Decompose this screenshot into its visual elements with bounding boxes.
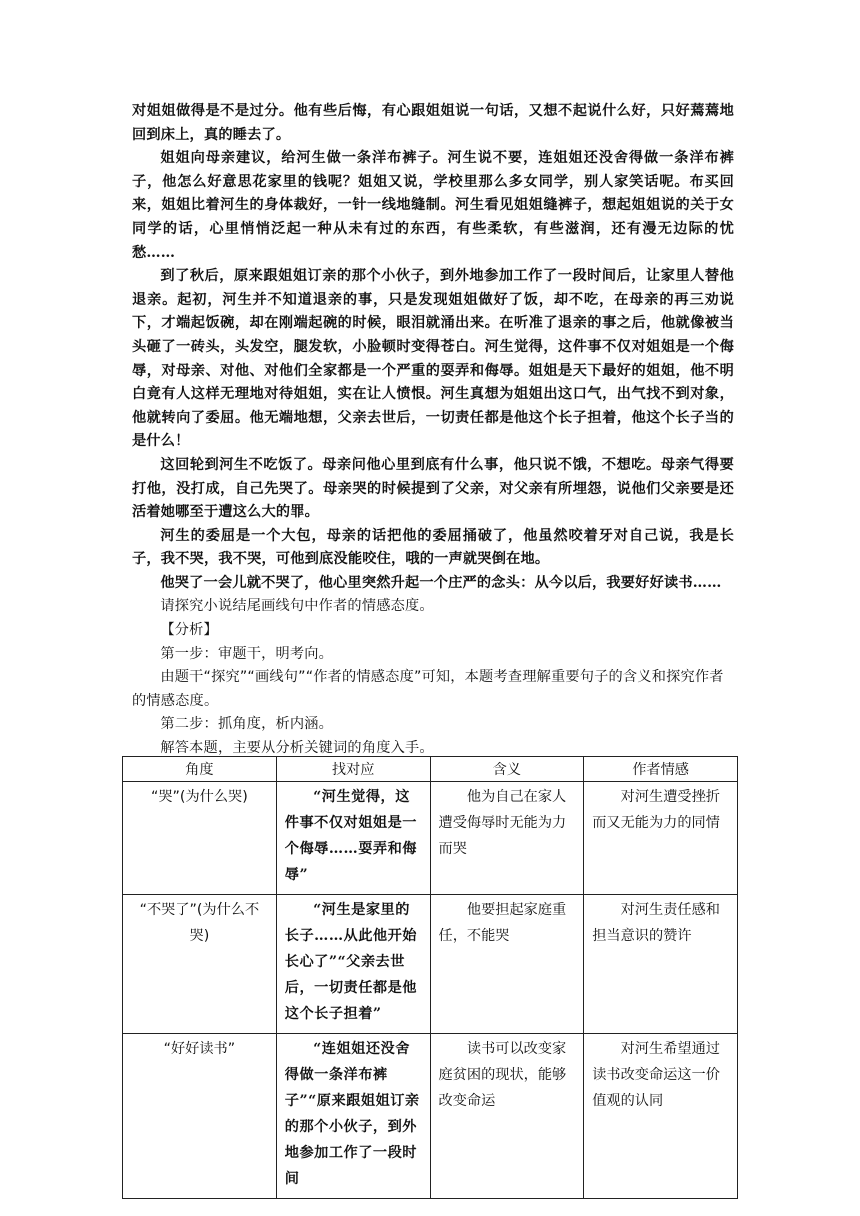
cell-emotion: [584, 782, 738, 895]
story-paragraph-3: 到了秋后，原来跟姐姐订亲的那个小伙子，到外地参加工作了一段时间后，让家里人替他退亲。起初，河生并不知道退亲的事，只是发现姐姐做好了饭，却不吃，在母亲的再三劝说下，才端起饭碗，却在刚端起碗的时候，眼泪就涌出来。在听准了退亲的事之后，他就像被当头砸了一砖头，头发空，腿发软，小脸顿时变得苍白。河生觉得，这件事不仅对姐姐是一个侮辱，对母亲、对他、对他们全家都是一个严重的耍弄和侮辱。姐姐是天下最好的姐姐，他不明白竟有人这样无理地对待姐姐，实在让人愤恨。河生真想为姐姐出这口气，出气找不到对象，他就转向了委屈。他无端地想，父亲去世后，一切责任都是他这个长子担着，他这个长子当的是什么！: [132, 268, 734, 450]
cell-angle: “好好读书”: [123, 1034, 277, 1199]
cell-angle: “哭”(为什么哭): [123, 782, 277, 895]
cell-match: [276, 895, 430, 1034]
cell-match-text: “河生觉得，这件事不仅对姐姐是一个侮辱……耍弄和侮辱”: [284, 789, 417, 883]
story-paragraph-6: 他哭了一会儿就不哭了，他心里突然升起一个庄严的念头：从今以后，我要好好读书……: [160, 574, 722, 591]
story-paragraph-2: 姐姐向母亲建议，给河生做一条洋布裤子。河生说不要，连姐姐还没舍得做一条洋布裤子，他怎么好意思花家里的钱呢？姐姐又说，学校里那么多女同学，别人家笑话呢。布买回来，姐姐比着河生的身体裁好，一针一线地缝制。河生看见姐姐缝裤子，想起姐姐说的关于女同学的话，心里悄悄泛起一种从未有过的东西，有些柔软，有些滋润，还有漫无边际的忧愁……: [132, 150, 734, 261]
header-meaning: 含义: [430, 757, 584, 782]
cell-meaning: [430, 1034, 584, 1199]
analysis-step-2: 第二步：抓角度，析内涵。: [160, 716, 334, 733]
cell-meaning: [430, 895, 584, 1034]
table-row: [123, 1034, 738, 1199]
cell-match: [276, 1034, 430, 1199]
document-body: [132, 100, 734, 761]
header-emotion: 作者情感: [584, 757, 738, 782]
cell-match-text: “河生是家里的长子……从此他开始长心了”“父亲去世后，一切责任都是他这个长子担着”: [284, 902, 417, 1022]
analysis-step-2-text: 解答本题，主要从分析关键词的角度入手。: [160, 740, 434, 757]
cell-match-text: “连姐姐还没舍得做一条洋布裤子”“原来跟姐姐订亲的那个小伙子，到外地参加工作了一段时间: [284, 1041, 420, 1187]
cell-emotion: [584, 895, 738, 1034]
analysis-step-1-text: 由题干“探究”“画线句”“作者的情感态度”可知，本题考查理解重要句子的含义和探究作者的情感态度。: [132, 669, 724, 709]
table-row: [123, 782, 738, 895]
cell-emotion-text: 对河生希望通过读书改变命运这一价值观的认同: [592, 1041, 720, 1109]
analysis-table: [122, 756, 738, 1199]
table-header-row: [123, 757, 738, 782]
table-row: [123, 895, 738, 1034]
header-angle: 角度: [123, 757, 277, 782]
story-paragraph-4: 这回轮到河生不吃饭了。母亲问他心里到底有什么事，他只说不饿，不想吃。母亲气得要打他，没打成，自己先哭了。母亲哭的时候提到了父亲，对父亲有所埋怨，说他们父亲要是还活着她哪至于遭这么大的罪。: [132, 456, 734, 521]
cell-emotion-text: 对河生遭受挫折而又无能为力的同情: [592, 789, 720, 831]
cell-emotion-text: 对河生责任感和担当意识的赞许: [592, 902, 720, 944]
story-paragraph-5: 河生的委屈是一个大包，母亲的话把他的委屈捅破了，他虽然咬着牙对自己说，我是长子，我不哭，我不哭，可他到底没能咬住，哦的一声就哭倒在地。: [132, 527, 734, 568]
question-text: 请探究小说结尾画线句中作者的情感态度。: [160, 598, 434, 615]
cell-meaning: [430, 782, 584, 895]
cell-emotion: [584, 1034, 738, 1199]
cell-meaning-text: 他为自己在家人遭受侮辱时无能为力而哭: [438, 789, 567, 857]
cell-angle: “不哭了”(为什么不哭): [123, 895, 277, 1034]
cell-meaning-text: 读书可以改变家庭贫困的现状，能够改变命运: [438, 1041, 567, 1109]
cell-match: [276, 782, 430, 895]
analysis-step-1: 第一步：审题干，明考向。: [160, 645, 334, 662]
cell-meaning-text: 他要担起家庭重任，不能哭: [438, 902, 567, 944]
story-paragraph-1: 对姐姐做得是不是过分。他有些后悔，有心跟姐姐说一句话，又想不起说什么好，只好蔫蔫地回到床上，真的睡去了。: [132, 103, 734, 143]
header-match: 找对应: [276, 757, 430, 782]
analysis-heading: 【分析】: [160, 622, 218, 639]
